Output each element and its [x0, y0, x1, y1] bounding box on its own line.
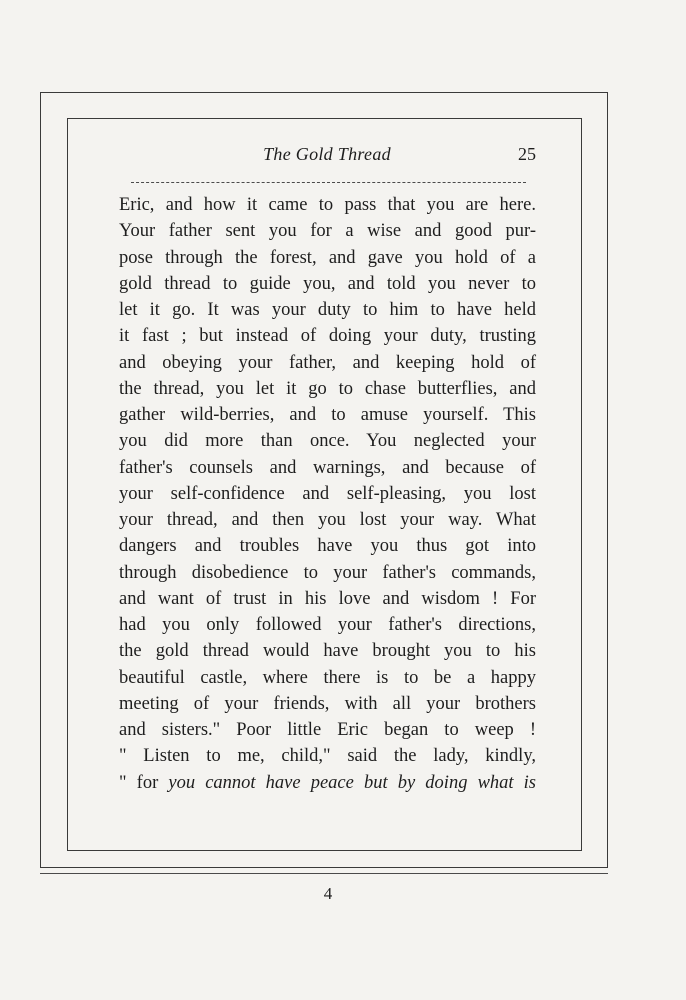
running-title: The Gold Thread [263, 144, 391, 164]
text-line: gold thread to guide you, and told you never to [119, 273, 536, 294]
last-line-prefix: " for [119, 772, 169, 793]
text-line: you did more than once. You neglected your [119, 431, 536, 452]
text-line: pose through the forest, and gave you hold of a [119, 247, 536, 268]
text-line: and want of trust in his love and wisdom ! For [119, 588, 536, 609]
text-line: your self-confidence and self-pleasing, you lost [119, 483, 536, 504]
header-rule [131, 182, 526, 183]
text-line: and obeying your father, and keeping hold of [119, 352, 536, 373]
text-line: let it go. It was your duty to him to have held [119, 300, 536, 320]
text-line: " Listen to me, child," said the lady, kindly, [119, 746, 536, 767]
text-line: through disobedience to your father's commands, [119, 562, 536, 583]
signature-mark: 4 [323, 884, 333, 903]
text-line: your thread, and then you lost your way. What [119, 510, 536, 530]
body-text [119, 192, 536, 796]
text-line: Eric, and how it came to pass that you are here. [119, 195, 536, 215]
text-line: beautiful castle, where there is to be a happy [119, 667, 536, 688]
text-line: dangers and troubles have you thus got into [119, 536, 536, 557]
running-header [118, 144, 536, 174]
text-line-last [119, 770, 536, 796]
text-line: the gold thread would have brought you to his [119, 641, 536, 662]
text-line: it fast ; but instead of doing your duty, trusting [119, 326, 536, 347]
text-line: gather wild-berries, and to amuse yourself. This [119, 405, 536, 425]
text-line: meeting of your friends, with all your brothers [119, 693, 536, 714]
text-line: and sisters." Poor little Eric began to weep ! [119, 720, 536, 740]
text-line: the thread, you let it go to chase butterflies, and [119, 378, 536, 399]
text-line: Your father sent you for a wise and good pur- [119, 221, 536, 242]
page-number: 25 [518, 144, 536, 164]
footer-rule [40, 873, 608, 874]
text-line: father's counsels and warnings, and because of [119, 457, 536, 478]
text-line: had you only followed your father's directions, [119, 615, 536, 635]
last-line-italic: you cannot have peace but by doing what is [168, 772, 537, 793]
